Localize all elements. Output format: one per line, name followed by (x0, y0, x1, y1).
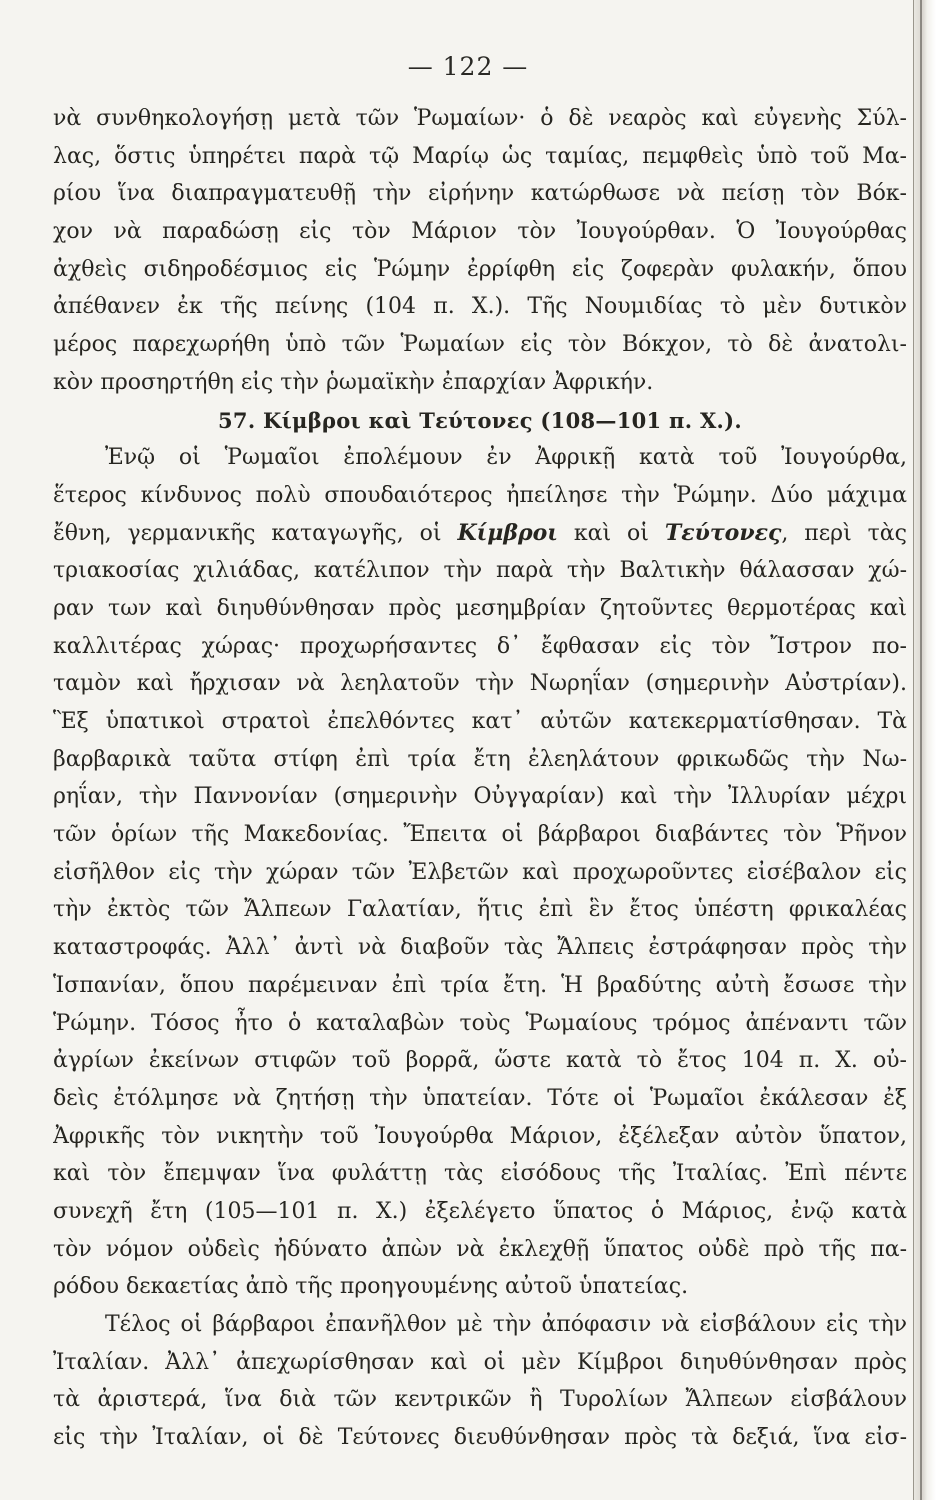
text-line: Ἓξ ὑπατικοὶ στρατοὶ ἐπελθόντες κατ᾽ αὐτῶν κατεκερματίσθησαν. Τὰ (53, 709, 907, 734)
text-line: εἰσῆλθον εἰς τὴν χώραν τῶν Ἐλβετῶν καὶ προχωροῦντες εἰσέβαλον εἰς (53, 859, 907, 885)
text-line: ταμὸν καὶ ἤρχισαν νὰ λεηλατοῦν τὴν Νωρηΐαν (σημερινὴν Αὐστρίαν). (53, 671, 907, 697)
text-line: καλλιτέρας χώρας· προχωρήσαντες δ᾽ ἔφθασαν εἰς τὸν Ἴστρον πο- (53, 633, 907, 659)
text-line-with-emphasis (53, 515, 907, 553)
text-line: κὸν προσηρτήθη εἰς τὴν ῥωμαϊκὴν ἐπαρχίαν Ἀφρικήν. (53, 369, 654, 395)
text-line: ρόδου δεκαετίας ἀπὸ τῆς προηγουμένης αὐτοῦ ὑπατείας. (53, 1274, 689, 1300)
text-line: συνεχῆ ἔτη (105—101 π. Χ.) ἐξελέγετο ὕπατος ὁ Μάριος, ἐνῷ κατὰ (53, 1198, 907, 1224)
text-line: δεὶς ἐτόλμησε νὰ ζητήσῃ τὴν ὑπατείαν. Τότε οἱ Ῥωμαῖοι ἐκάλεσαν ἐξ (53, 1085, 907, 1111)
emphasis-kimbroi: Κίμβροι (457, 519, 558, 546)
text-span: ἔθνη, γερμανικῆς καταγωγῆς, οἱ (53, 520, 458, 546)
text-line: νὰ συνθηκολογήσῃ μετὰ τῶν Ῥωμαίων· ὁ δὲ νεαρὸς καὶ εὐγενὴς Σύλ- (53, 106, 907, 131)
text-line: χον νὰ παραδώσῃ εἰς τὸν Μάριον τὸν Ἰουγούρθαν. Ὁ Ἰουγούρθας (53, 219, 907, 245)
text-line: μέρος παρεχωρήθη ὑπὸ τῶν Ῥωμαίων εἰς τὸν Βόκχον, τὸ δὲ ἀνατολι- (53, 332, 907, 358)
text-line: Τέλος οἱ βάρβαροι ἐπανῆλθον μὲ τὴν ἀπόφασιν νὰ εἰσβάλουν εἰς τὴν (105, 1312, 907, 1337)
text-line: ρηΐαν, τὴν Παννονίαν (σημερινὴν Οὐγγαρίαν) καὶ τὴν Ἰλλυρίαν μέχρι (53, 784, 907, 810)
text-line: βαρβαρικὰ ταῦτα στίφη ἐπὶ τρία ἔτη ἐλεηλάτουν φρικωδῶς τὴν Νω- (53, 746, 907, 772)
text-span: καὶ οἱ (557, 520, 665, 546)
emphasis-teutones: Τεύτονες (664, 519, 782, 546)
text-line: ραν των καὶ διηυθύνθησαν πρὸς μεσημβρίαν ζητοῦντες θερμοτέρας καὶ (53, 595, 907, 621)
text-line: καταστροφάς. Ἀλλ᾽ ἀντὶ νὰ διαβοῦν τὰς Ἄλπεις ἐστράφησαν πρὸς τὴν (53, 935, 907, 961)
text-line: ρίου ἵνα διαπραγματευθῇ τὴν εἰρήνην κατώρθωσε νὰ πείσῃ τὸν Βόκ- (53, 181, 907, 207)
text-line: Ἰταλίαν. Ἀλλ᾽ ἀπεχωρίσθησαν καὶ οἱ μὲν Κίμβροι διηυθύνθησαν πρὸς (53, 1349, 907, 1375)
text-line: λας, ὅστις ὑπηρέτει παρὰ τῷ Μαρίῳ ὡς ταμίας, πεμφθεὶς ὑπὸ τοῦ Μα- (53, 143, 907, 169)
paragraph-3 (53, 1306, 907, 1457)
text-line: τὰ ἀριστερά, ἵνα διὰ τῶν κεντρικῶν ἢ Τυρολίων Ἄλπεων εἰσβάλουν (53, 1387, 907, 1413)
body-text (53, 100, 907, 1457)
text-line: τῶν ὁρίων τῆς Μακεδονίας. Ἔπειτα οἱ βάρβαροι διαβάντες τὸν Ῥῆνον (53, 822, 907, 848)
text-line: ἀπέθανεν ἐκ τῆς πείνης (104 π. Χ.). Τῆς Νουμιδίας τὸ μὲν δυτικὸν (53, 294, 907, 320)
section-heading: 57. Κίμβροι καὶ Τεύτονες (108—101 π. Χ.). (218, 407, 742, 433)
text-line: εἰς τὴν Ἰταλίαν, οἱ δὲ Τεύτονες διευθύνθησαν πρὸς τὰ δεξιά, ἵνα εἰσ- (53, 1425, 907, 1451)
text-line: ἕτερος κίνδυνος πολὺ σπουδαιότερος ἠπείλησε τὴν Ῥώμην. Δύο μάχιμα (53, 482, 907, 508)
text-line: Ἱσπανίαν, ὅπου παρέμειναν ἐπὶ τρία ἔτη. Ἡ βραδύτης αὐτὴ ἔσωσε τὴν (53, 972, 907, 998)
text-line: τὸν νόμον οὐδεὶς ἠδύνατο ἀπὼν νὰ ἐκλεχθῇ ὕπατος οὐδὲ πρὸ τῆς πα- (53, 1236, 907, 1262)
text-line: Ἀφρικῆς τὸν νικητὴν τοῦ Ἰουγούρθα Μάριον, ἐξέλεξαν αὐτὸν ὕπατον, (53, 1123, 907, 1149)
text-span: , περὶ τὰς (781, 520, 907, 546)
text-line: τὴν ἐκτὸς τῶν Ἄλπεων Γαλατίαν, ἥτις ἐπὶ ἓν ἔτος ὑπέστη φρικαλέας (53, 897, 907, 923)
binding-shadow-line (920, 0, 922, 1500)
page-number: — 122 — (407, 52, 529, 81)
text-line: τριακοσίας χιλιάδας, κατέλιπον τὴν παρὰ τὴν Βαλτικὴν θάλασσαν χώ- (53, 558, 907, 584)
paragraph-2 (53, 439, 907, 1306)
text-line: ἀχθεὶς σιδηροδέσμιος εἰς Ῥώμην ἐρρίφθη εἰς ζοφερὰν φυλακήν, ὅπου (53, 256, 907, 282)
paragraph-1 (53, 100, 907, 402)
page-binding-edge (913, 0, 936, 1500)
text-line: καὶ τὸν ἔπεμψαν ἵνα φυλάττῃ τὰς εἰσόδους τῆς Ἰταλίας. Ἐπὶ πέντε (53, 1161, 907, 1187)
text-line: Ἐνῷ οἱ Ῥωμαῖοι ἐπολέμουν ἐν Ἀφρικῇ κατὰ τοῦ Ἰουγούρθα, (105, 445, 907, 471)
text-line: Ῥώμην. Τόσος ἦτο ὁ καταλαβὼν τοὺς Ῥωμαίους τρόμος ἀπέναντι τῶν (53, 1010, 907, 1036)
text-line: ἀγρίων ἐκείνων στιφῶν τοῦ βορρᾶ, ὥστε κατὰ τὸ ἔτος 104 π. Χ. οὐ- (53, 1048, 907, 1074)
